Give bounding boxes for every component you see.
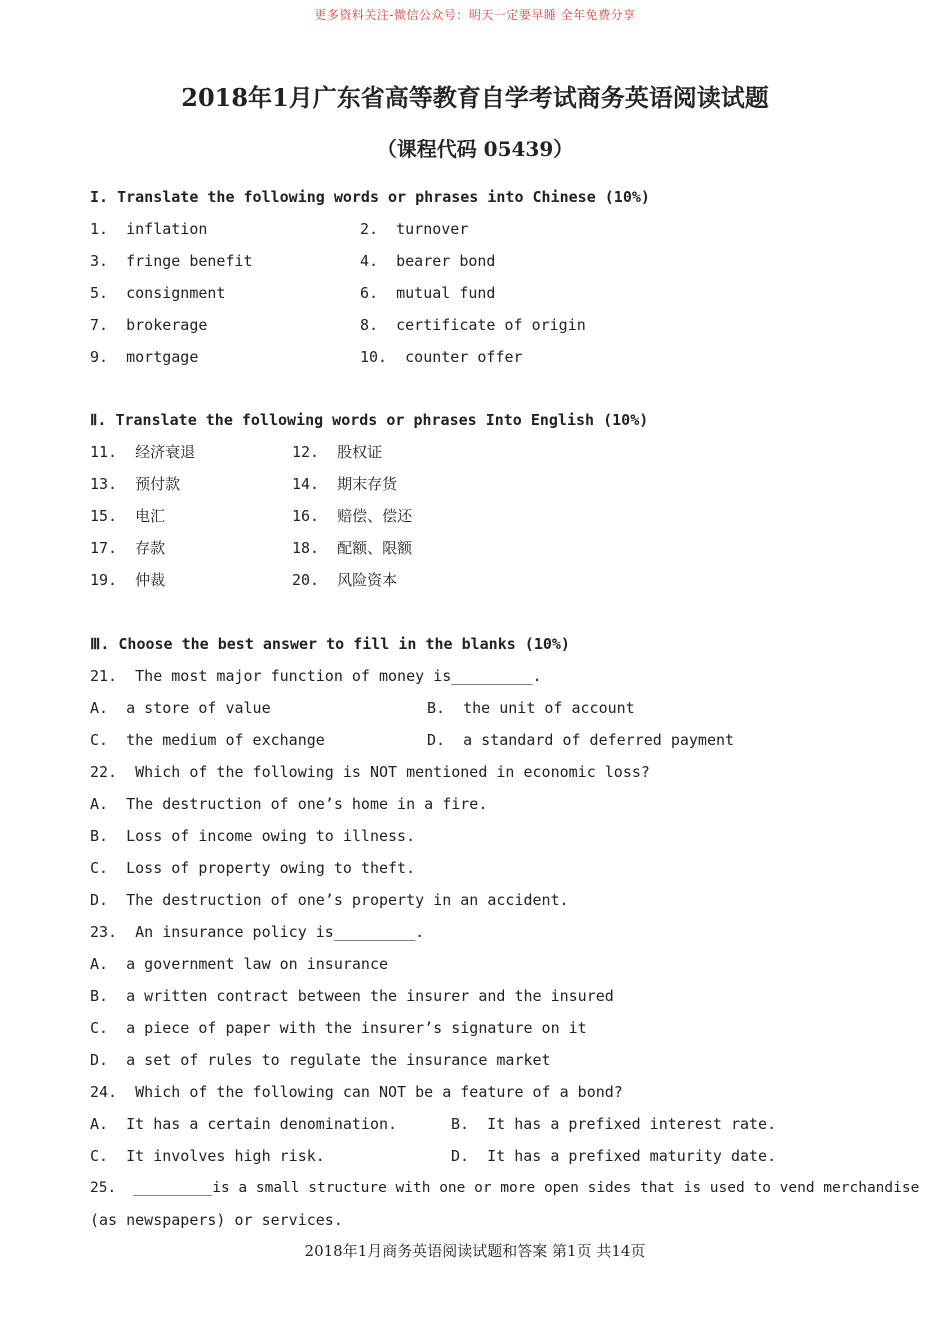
option-23b: B. a written contract between the insurer and the insured	[90, 987, 614, 1005]
question-22: 22. Which of the following is NOT mentioned in economic loss?	[90, 763, 650, 781]
option-24d: D. It has a prefixed maturity date.	[451, 1147, 777, 1165]
section2-item: 16. 赔偿、偿还	[292, 507, 413, 525]
section1-item: 3. fringe benefit	[90, 252, 253, 270]
option-24b: B. It has a prefixed interest rate.	[451, 1115, 777, 1133]
section1-item: 9. mortgage	[90, 348, 199, 366]
page-title: 2018年1月广东省高等教育自学考试商务英语阅读试题	[181, 83, 769, 112]
option-22c: C. Loss of property owing to theft.	[90, 859, 416, 877]
question-25-continued: (as newspapers) or services.	[90, 1211, 343, 1229]
section1-item: 4. bearer bond	[360, 252, 496, 270]
option-23d: D. a set of rules to regulate the insurance market	[90, 1051, 551, 1069]
section2-item: 13. 预付款	[90, 475, 181, 493]
section1-heading: I. Translate the following words or phrases into Chinese (10%)	[90, 188, 650, 206]
section3-heading: Ⅲ. Choose the best answer to fill in the blanks (10%)	[90, 635, 570, 653]
option-22d: D. The destruction of one’s property in an accident.	[90, 891, 569, 909]
question-21: 21. The most major function of money is_________.	[90, 667, 542, 685]
course-code: （课程代码 05439）	[376, 137, 574, 161]
option-23c: C. a piece of paper with the insurer’s signature on it	[90, 1019, 587, 1037]
promo-banner: 更多资料关注-微信公众号：明天一定要早睡 全年免费分享	[314, 8, 636, 22]
option-24c: C. It involves high risk.	[90, 1147, 325, 1165]
section2-heading: Ⅱ. Translate the following words or phrases Into English (10%)	[90, 411, 649, 429]
section2-item: 14. 期末存货	[292, 475, 398, 493]
option-22a: A. The destruction of one’s home in a fire.	[90, 795, 488, 813]
section2-item: 12. 股权证	[292, 443, 383, 461]
section1-item: 5. consignment	[90, 284, 226, 302]
section2-item: 15. 电汇	[90, 507, 166, 525]
section2-item: 17. 存款	[90, 539, 166, 557]
section1-item: 7. brokerage	[90, 316, 208, 334]
question-24: 24. Which of the following can NOT be a feature of a bond?	[90, 1083, 623, 1101]
section1-item: 6. mutual fund	[360, 284, 496, 302]
section1-item: 10. counter offer	[360, 348, 523, 366]
section1-item: 2. turnover	[360, 220, 469, 238]
page-footer: 2018年1月商务英语阅读试题和答案 第1页 共14页	[304, 1242, 646, 1260]
option-21a: A. a store of value	[90, 699, 271, 717]
question-25: 25. _________is a small structure with one or more open sides that is used to vend merchandise	[90, 1180, 920, 1196]
section2-item: 11. 经济衰退	[90, 443, 196, 461]
section1-item: 1. inflation	[90, 220, 208, 238]
section2-item: 18. 配额、限额	[292, 539, 413, 557]
section1-item: 8. certificate of origin	[360, 316, 586, 334]
option-24a: A. It has a certain denomination.	[90, 1115, 398, 1133]
option-23a: A. a government law on insurance	[90, 955, 389, 973]
section2-item: 19. 仲裁	[90, 571, 166, 589]
option-21c: C. the medium of exchange	[90, 731, 325, 749]
option-22b: B. Loss of income owing to illness.	[90, 827, 416, 845]
question-23: 23. An insurance policy is_________.	[90, 923, 425, 941]
option-21d: D. a standard of deferred payment	[427, 731, 735, 749]
section2-item: 20. 风险资本	[292, 571, 398, 589]
option-21b: B. the unit of account	[427, 699, 635, 717]
